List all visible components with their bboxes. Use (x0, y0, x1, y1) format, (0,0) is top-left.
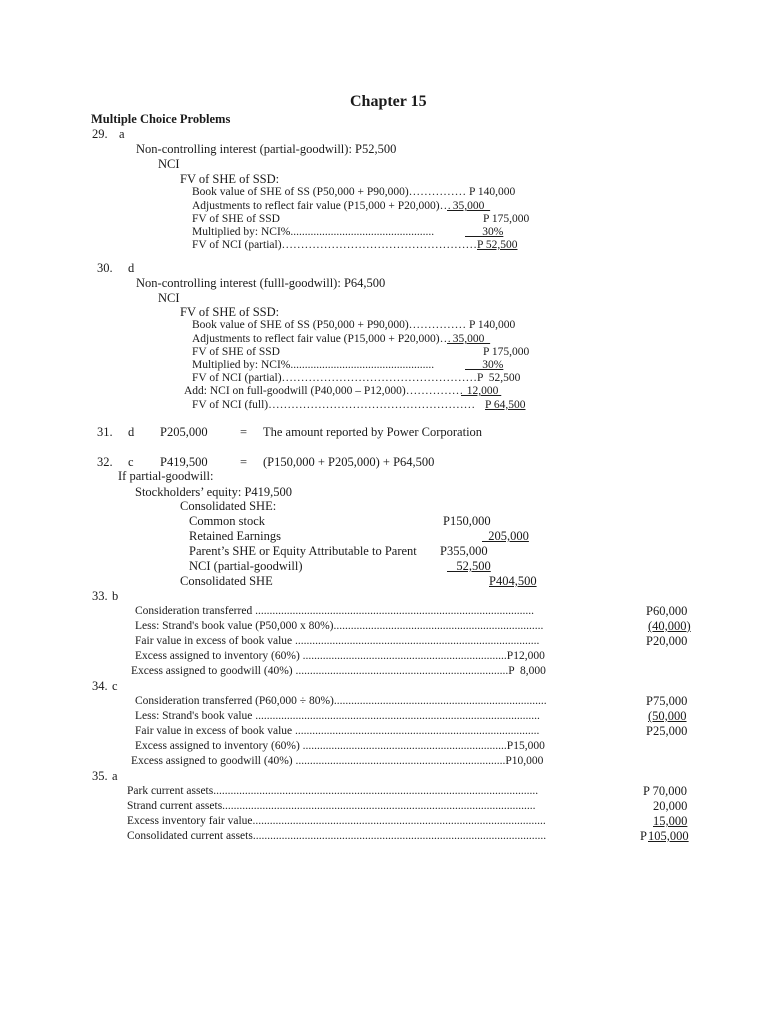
q31-description: The amount reported by Power Corporation (263, 425, 483, 439)
q35-line-3-label: Excess inventory fair value...................................................................................................... (127, 815, 546, 827)
q35-line-3-value: 15,000 (653, 814, 688, 828)
q29-line-4-value: 30% (465, 226, 504, 238)
q33-number: 33. (92, 589, 108, 603)
q34-line-2-value: (50,000 (648, 709, 687, 723)
q32-answer: c (128, 455, 134, 469)
q32-nci-label: NCI (partial-goodwill) (189, 559, 303, 573)
q32-nci-value: 52,500 (447, 559, 491, 573)
q29-line-3-label: FV of SHE of SSD (192, 213, 280, 225)
q30-line-2-value: 35,000 (447, 333, 491, 345)
q32-total-label: Consolidated SHE (180, 574, 273, 588)
q33-line-3-label: Fair value in excess of book value ..................................................................................... (135, 635, 540, 647)
q32-description: (P150,000 + P205,000) + P64,500 (263, 455, 435, 469)
q29-fv-she: FV of SHE of SSD: (180, 172, 280, 186)
q34-line-2-label: Less: Strand's book value ................................................................................................... (135, 710, 540, 722)
q32-retained-earnings-value: 205,000 (482, 529, 529, 543)
q30-heading: Non-controlling interest (fulll-goodwill): P64,500 (136, 276, 386, 290)
q33-line-1-value: P60,000 (646, 604, 688, 618)
q32-if-partial: If partial-goodwill: (118, 469, 214, 483)
q35-line-2-label: Strand current assets............................................................................................................. (127, 800, 536, 812)
q30-line-4-label: Multiplied by: NCI%.................................................. (192, 359, 435, 371)
q29-line-4-label: Multiplied by: NCI%.................................................. (192, 226, 435, 238)
q29-line-5-label: FV of NCI (partial)…………………………………………… (192, 239, 478, 251)
page-title: Chapter 15 (350, 93, 427, 110)
q35-line-1-value: P 70,000 (643, 784, 687, 798)
q31-number: 31. (97, 425, 113, 439)
q32-consolidated-she-heading: Consolidated SHE: (180, 499, 277, 513)
q33-line-3-value: P20,000 (646, 634, 688, 648)
q30-line-6-label: Add: NCI on full-goodwill (P40,000 – P12,000)…………… (184, 385, 464, 397)
q30-line-7-label: FV of NCI (full)……………………………………………… (192, 399, 476, 411)
q32-common-stock-value: P150,000 (443, 514, 491, 528)
q32-equals: = (240, 455, 248, 469)
q35-line-2-value: 20,000 (653, 799, 688, 813)
q32-amount: P419,500 (160, 455, 208, 469)
q33-answer: b (112, 589, 119, 603)
q30-nci: NCI (158, 291, 180, 305)
q33-line-2-value: (40,000) (648, 619, 691, 633)
q30-line-2-label: Adjustments to reflect fair value (P15,000 + P20,000)… (192, 333, 452, 345)
q32-number: 32. (97, 455, 113, 469)
section-heading: Multiple Choice Problems (91, 112, 231, 126)
q33-line-1-label: Consideration transferred ................................................................................................. (135, 605, 534, 617)
q32-parent-she-value: P355,000 (440, 544, 488, 558)
q33-line-2-label: Less: Strand's book value (P50,000 x 80%)......................................................................... (135, 620, 544, 632)
q29-line-5-value: P 52,500 (477, 239, 518, 251)
q29-line-3-value: P 175,000 (483, 213, 530, 225)
q34-line-5: Excess assigned to goodwill (40%) .........................................................................P10,000 (131, 755, 544, 767)
q30-line-5: FV of NCI (partial)……………………………………………P 52,500 (192, 372, 521, 384)
q35-line-1-label: Park current assets................................................................................................................. (127, 785, 539, 797)
q29-answer: a (119, 127, 125, 141)
q32-parent-she-label: Parent’s SHE or Equity Attributable to Parent (189, 544, 417, 558)
q31-equals: = (240, 425, 248, 439)
q31-amount: P205,000 (160, 425, 208, 439)
q34-number: 34. (92, 679, 108, 693)
q35-line-4-currency: P (640, 829, 647, 843)
q34-line-3-value: P25,000 (646, 724, 688, 738)
q29-line-2-label: Adjustments to reflect fair value (P15,000 + P20,000)… (192, 200, 452, 212)
q30-line-6-value: 12,000 (461, 385, 502, 397)
q29-line-1: Book value of SHE of SS (P50,000 + P90,000)…………… P 140,000 (192, 186, 516, 198)
q35-line-4-value: 105,000 (648, 829, 689, 843)
q32-common-stock-label: Common stock (189, 514, 266, 528)
q29-line-2-value: 35,000 (447, 200, 491, 212)
q30-line-4-value: 30% (465, 359, 504, 371)
q32-stockholders-equity: Stockholders’ equity: P419,500 (135, 485, 293, 499)
q34-line-4: Excess assigned to inventory (60%) .......................................................................P15,000 (135, 740, 545, 752)
q30-line-3-value: P 175,000 (483, 346, 530, 358)
q35-line-4-label: Consolidated current assets...................................................................................................... (127, 830, 547, 842)
q30-line-3-label: FV of SHE of SSD (192, 346, 280, 358)
q31-answer: d (128, 425, 135, 439)
q30-line-1: Book value of SHE of SS (P50,000 + P90,000)…………… P 140,000 (192, 319, 516, 331)
q35-number: 35. (92, 769, 108, 783)
q32-retained-earnings-label: Retained Earnings (189, 529, 281, 543)
q30-fv-she: FV of SHE of SSD: (180, 305, 280, 319)
q30-line-7-value: P 64,500 (485, 399, 526, 411)
q34-line-3-label: Fair value in excess of book value ..................................................................................... (135, 725, 540, 737)
q30-answer: d (128, 261, 135, 275)
q34-line-1-value: P75,000 (646, 694, 688, 708)
q35-answer: a (112, 769, 118, 783)
q29-number: 29. (92, 127, 108, 141)
q34-line-1-label: Consideration transferred (P60,000 ÷ 80%).......................................................................... (135, 695, 547, 707)
q32-total-value: P404,500 (489, 574, 537, 588)
q34-answer: c (112, 679, 118, 693)
q29-nci: NCI (158, 157, 180, 171)
q30-number: 30. (97, 261, 113, 275)
q33-line-5: Excess assigned to goodwill (40%) ..........................................................................P 8,000 (131, 665, 546, 677)
q29-heading: Non-controlling interest (partial-goodwill): P52,500 (136, 142, 397, 156)
q33-line-4: Excess assigned to inventory (60%) .......................................................................P12,000 (135, 650, 545, 662)
